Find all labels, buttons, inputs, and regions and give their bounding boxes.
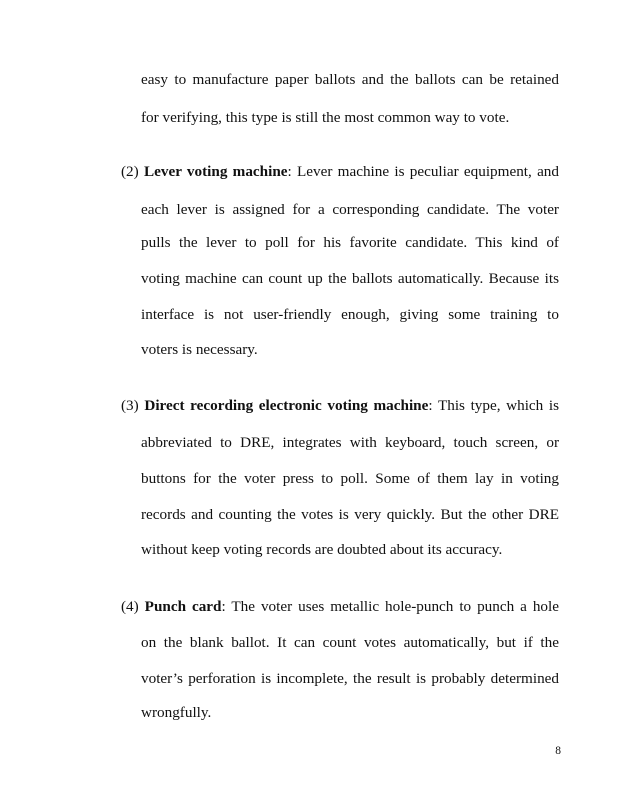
list-item-heading-line <box>121 396 559 416</box>
paragraph-line: voter’s perforation is incomplete, the result is probably determined <box>141 670 559 687</box>
paragraph-line: voting machine can count up the ballots automatically. Because its <box>141 270 559 287</box>
list-item-term: Punch card <box>144 598 222 615</box>
list-item-number: (3) <box>121 397 139 414</box>
paragraph-line: voters is necessary. <box>141 341 258 358</box>
list-item-heading-line <box>121 162 559 182</box>
paragraph-line: easy to manufacture paper ballots and the ballots can be retained <box>141 71 559 88</box>
list-item-term: Direct recording electronic voting machine <box>144 397 429 414</box>
paragraph-line: pulls the lever to poll for his favorite candidate. This kind of <box>141 234 559 251</box>
paragraph-line: on the blank ballot. It can count votes automatically, but if the <box>141 634 559 651</box>
paragraph-line: each lever is assigned for a corresponding candidate. The voter <box>141 201 559 218</box>
paragraph-line: abbreviated to DRE, integrates with keyboard, touch screen, or <box>141 434 559 451</box>
list-item-number: (4) <box>121 598 139 615</box>
paragraph-line: buttons for the voter press to poll. Some of them lay in voting <box>141 470 559 487</box>
list-item-heading-line <box>121 597 559 617</box>
paragraph-line: records and counting the votes is very quickly. But the other DRE <box>141 506 559 523</box>
list-item-term: Lever voting machine <box>143 163 288 180</box>
paragraph-line: wrongfully. <box>141 704 212 721</box>
list-item-text: : The voter uses metallic hole-punch to punch a hole <box>221 598 559 615</box>
paragraph-line: interface is not user-friendly enough, giving some training to <box>141 306 559 323</box>
list-item-number: (2) <box>121 163 139 180</box>
paragraph-line: without keep voting records are doubted about its accuracy. <box>141 541 503 558</box>
page-number: 8 <box>555 745 561 757</box>
list-item-text: : This type, which is <box>428 397 560 414</box>
list-item-text: : Lever machine is peculiar equipment, and <box>287 163 559 180</box>
paragraph-line: for verifying, this type is still the most common way to vote. <box>141 109 510 126</box>
